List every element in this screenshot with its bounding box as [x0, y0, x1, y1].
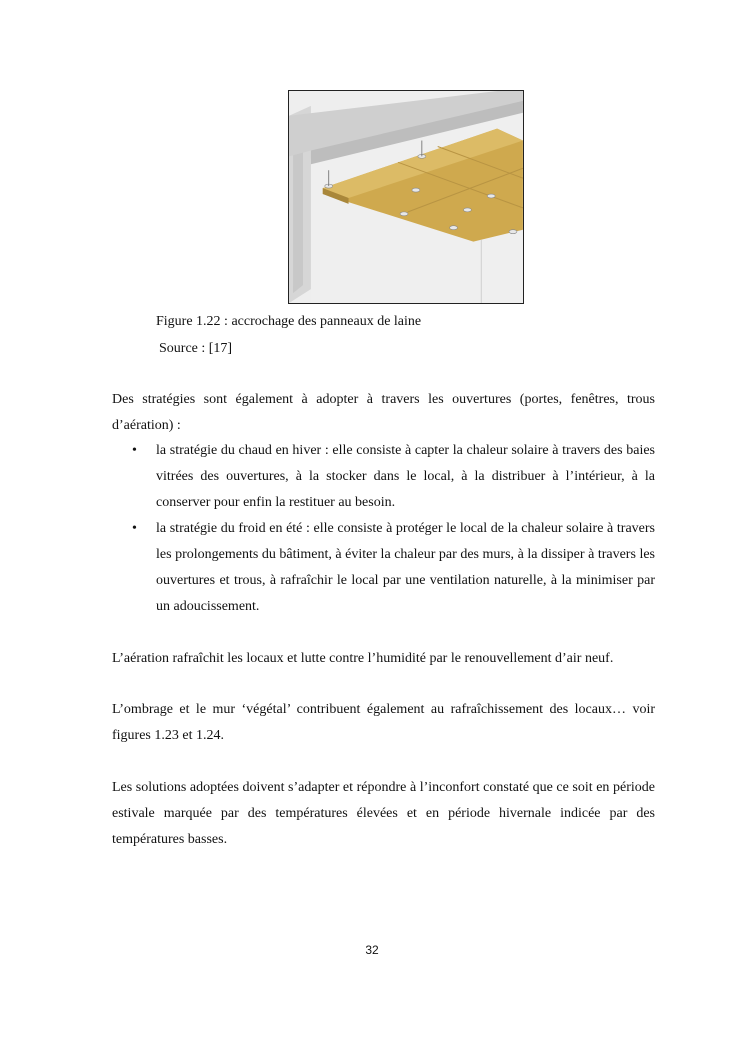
insulation-panels-figure [288, 90, 524, 304]
aeration-paragraph: L’aération rafraîchit les locaux et lutte contre l’humidité par le renouvellement d’air neuf. [112, 651, 614, 666]
page-number: 32 [365, 943, 379, 957]
ombrage-paragraph: L’ombrage et le mur ‘végétal’ contribuent également au rafraîchissement des locaux… voir figures 1.23 et 1.24. [112, 702, 655, 743]
bullet-icon: • [132, 443, 137, 458]
list-item [112, 438, 655, 516]
bullet-icon: • [132, 521, 137, 536]
list-item-text: la stratégie du chaud en hiver : elle consiste à capter la chaleur solaire à travers des baies vitrées des ouvertures, à la stocker dans le local, à la distribuer à l’intérieur, à la conserver pour enfin la restituer au besoin. [156, 443, 655, 510]
intro-paragraph: Des stratégies sont également à adopter à travers les ouvertures (portes, fenêtres, trous d’aération) : [112, 392, 655, 433]
ceiling-insulation-illustration [289, 91, 523, 303]
figure-source: Source : [17] [159, 341, 233, 356]
list-item-text: la stratégie du froid en été : elle consiste à protéger le local de la chaleur solaire à travers les prolongements du bâtiment, à éviter la chaleur par des murs, à la dissiper à travers les ouvertures et trous, à rafraîchir le local par une ventilation naturelle, à la minimiser par un adoucissement. [156, 521, 655, 614]
list-item [112, 516, 655, 620]
solutions-paragraph: Les solutions adoptées doivent s’adapter et répondre à l’inconfort constaté que ce soit en période estivale marquée par des températures élevées et en période hivernale indicée par des températures basses. [112, 780, 655, 847]
strategy-list [112, 438, 655, 620]
figure-caption: Figure 1.22 : accrochage des panneaux de laine [156, 314, 422, 329]
